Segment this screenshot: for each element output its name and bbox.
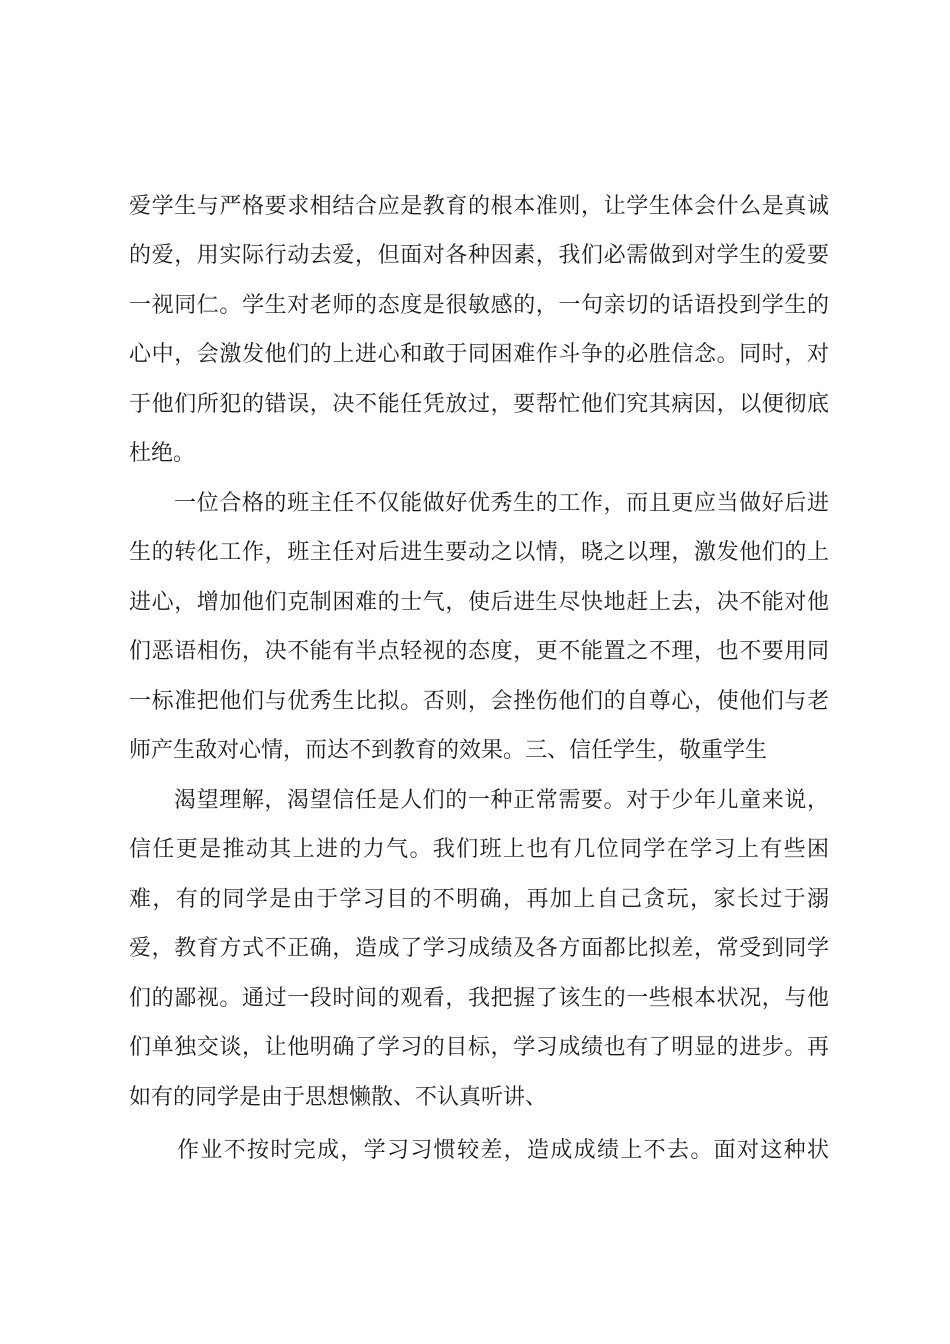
text-line: 渴望理解，渴望信任是人们的一种正常需要。对于少年儿童来说， — [174, 788, 829, 813]
text-line: 进心，增加他们克制困难的士气，使后进生尽快地赶上去，决不能对他 — [129, 590, 829, 615]
text-line: 心中，会激发他们的上进心和敢于同困难作斗争的必胜信念。同时，对 — [129, 342, 829, 367]
text-line: 于他们所犯的错误，决不能任凭放过，要帮忙他们究其病因，以便彻底 — [129, 392, 829, 417]
text-line: 难，有的同学是由于学习目的不明确，再加上自己贪玩，家长过于溺 — [129, 887, 829, 912]
text-line: 如有的同学是由于思想懒散、不认真听讲、 — [129, 1085, 548, 1110]
text-line: 的爱，用实际行动去爱，但面对各种因素，我们必需做到对学生的爱要 — [129, 243, 829, 268]
text-line: 们恶语相伤，决不能有半点轻视的态度，更不能置之不理，也不要用同 — [129, 639, 829, 664]
text-line: 爱学生与严格要求相结合应是教育的根本准则，让学生体会什么是真诚 — [129, 194, 829, 219]
text-line: 生的转化工作，班主任对后进生要动之以情，晓之以理，激发他们的上 — [129, 540, 829, 565]
text-line: 们单独交谈，让他明确了学习的目标，学习成绩也有了明显的进步。再 — [129, 1035, 829, 1060]
text-line: 一位合格的班主任不仅能做好优秀生的工作，而且更应当做好后进 — [174, 491, 829, 516]
text-line: 一视同仁。学生对老师的态度是很敏感的，一句亲切的话语投到学生的 — [129, 293, 829, 318]
text-line: 信任更是推动其上进的力气。我们班上也有几位同学在学习上有些困 — [129, 837, 829, 862]
text-line: 爱，教育方式不正确，造成了学习成绩及各方面都比拟差，常受到同学 — [129, 936, 829, 961]
text-line: 作业不按时完成，学习习惯较差，造成成绩上不去。面对这种状 — [177, 1138, 829, 1163]
text-line: 杜绝。 — [129, 441, 196, 466]
text-line: 一标准把他们与优秀生比拟。否则，会挫伤他们的自尊心，使他们与老 — [129, 689, 829, 714]
text-line: 们的鄙视。通过一段时间的观看，我把握了该生的一些根本状况，与他 — [129, 986, 829, 1011]
text-line: 师产生敌对心情，而达不到教育的效果。三、信任学生，敬重学生 — [129, 738, 768, 763]
